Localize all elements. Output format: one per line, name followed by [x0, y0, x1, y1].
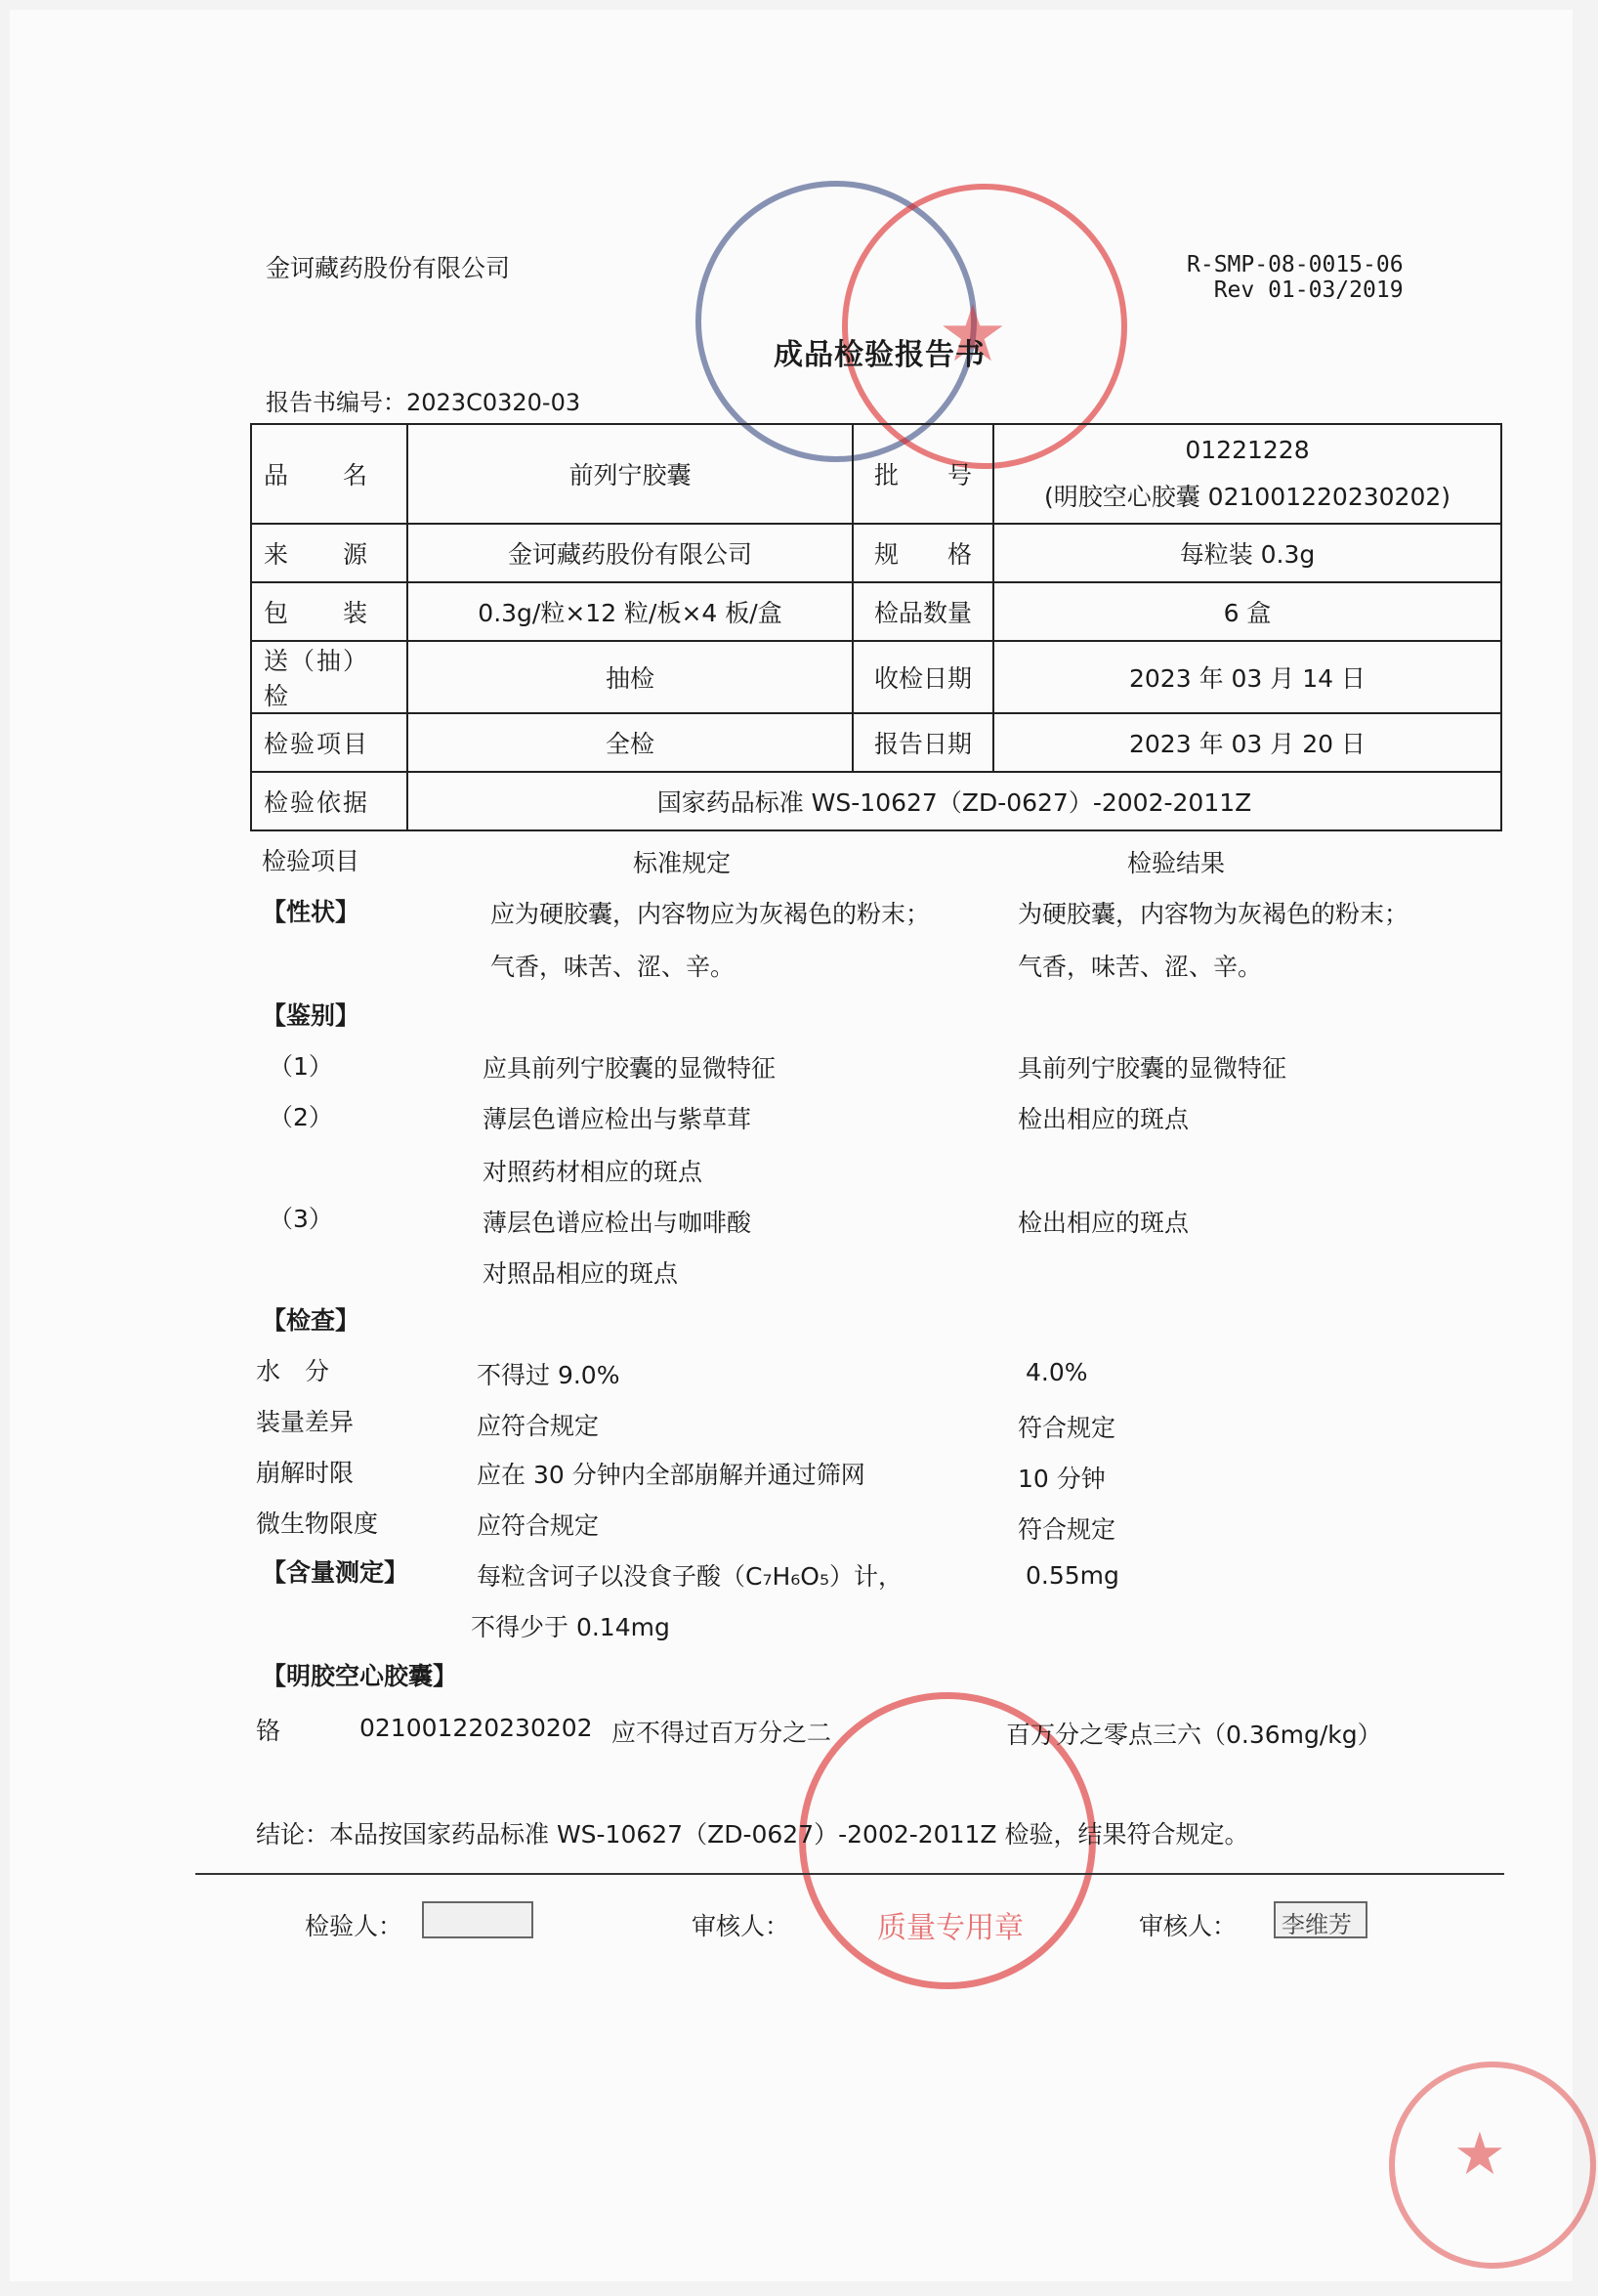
spec-label: 规 格 [853, 524, 993, 582]
company-name: 金诃藏药股份有限公司 [266, 254, 511, 282]
ident-3-std-1: 薄层色谱应检出与咖啡酸 [483, 1209, 752, 1237]
doc-revision: Rev 01-03/2019 [1213, 277, 1404, 303]
fill-std: 应符合规定 [477, 1412, 600, 1440]
table-row [251, 524, 1501, 582]
quality-seal-text: 质量专用章 [877, 1911, 1024, 1945]
corner-seal-star-icon: ★ [1453, 2120, 1506, 2189]
source-label: 来 源 [251, 524, 407, 582]
batch-cell [993, 424, 1501, 524]
ident-3-std-2: 对照品相应的斑点 [483, 1259, 679, 1288]
chromium-batch: 021001220230202 [359, 1714, 593, 1742]
col-result-header: 检验结果 [1127, 849, 1226, 877]
water-label: 水 分 [256, 1357, 330, 1385]
water-std: 不得过 9.0% [477, 1361, 620, 1389]
receive-date-value: 2023 年 03 月 14 日 [993, 641, 1501, 713]
fill-label: 装量差异 [256, 1408, 355, 1436]
table-row [251, 641, 1501, 713]
ident-2-std-2: 对照药材相应的斑点 [483, 1158, 703, 1186]
appearance-result-2: 气香，味苦、涩、辛。 [1018, 953, 1263, 981]
seal-star-icon: ★ [938, 288, 1008, 379]
item-label: 检验项目 [251, 713, 407, 772]
disintegration-label: 崩解时限 [256, 1459, 355, 1487]
table-row [251, 424, 1501, 524]
batch-note: (明胶空心胶囊 021001220230202) [1043, 482, 1451, 511]
ident-3-no: （3） [269, 1205, 333, 1233]
fill-result: 符合规定 [1018, 1414, 1116, 1442]
col-std-header: 标准规定 [633, 849, 732, 877]
report-date-label: 报告日期 [853, 713, 993, 772]
source-value: 金诃藏药股份有限公司 [407, 524, 853, 582]
reviewer2-signature-stamp [1274, 1901, 1367, 1938]
product-value: 前列宁胶囊 [407, 424, 853, 524]
inspector-signature-stamp [422, 1901, 533, 1938]
info-table [250, 423, 1502, 831]
reviewer-label: 审核人： [692, 1912, 790, 1940]
section-capsule: 【明胶空心胶囊】 [262, 1662, 458, 1690]
reviewer2-label: 审核人： [1139, 1912, 1238, 1940]
item-value: 全检 [407, 713, 853, 772]
assay-result: 0.55mg [1026, 1561, 1119, 1590]
chromium-std: 应不得过百万分之二 [611, 1719, 832, 1747]
microbial-std: 应符合规定 [477, 1511, 600, 1540]
appearance-std-2: 气香，味苦、涩、辛。 [490, 953, 736, 981]
disintegration-std: 应在 30 分钟内全部崩解并通过筛网 [477, 1461, 865, 1489]
sample-label: 送（抽）检 [251, 641, 407, 713]
water-result: 4.0% [1026, 1358, 1088, 1386]
divider [195, 1873, 1504, 1875]
qty-value: 6 盒 [993, 582, 1501, 641]
microbial-label: 微生物限度 [256, 1509, 379, 1538]
inspector-label: 检验人： [305, 1912, 403, 1940]
conclusion: 结论：本品按国家药品标准 WS-10627（ZD-0627）-2002-2011Z 检验，结果符合规定。 [256, 1820, 1249, 1849]
report-date-value: 2023 年 03 月 20 日 [993, 713, 1501, 772]
sample-value: 抽检 [407, 641, 853, 713]
pack-label: 包 装 [251, 582, 407, 641]
assay-std-1: 每粒含诃子以没食子酸（C₇H₆O₅）计， [477, 1562, 903, 1591]
ident-3-result: 检出相应的斑点 [1018, 1209, 1190, 1237]
appearance-result-1: 为硬胶囊，内容物为灰褐色的粉末； [1018, 900, 1409, 928]
basis-label: 检验依据 [251, 772, 407, 830]
ident-1-result: 具前列宁胶囊的显微特征 [1018, 1054, 1287, 1083]
table-row [251, 713, 1501, 772]
chromium-label: 铬 [256, 1717, 281, 1745]
report-number: 报告书编号：2023C0320-03 [266, 389, 581, 416]
batch-label: 批 号 [853, 424, 993, 524]
table-row [251, 582, 1501, 641]
qty-label: 检品数量 [853, 582, 993, 641]
ident-1-no: （1） [269, 1052, 333, 1081]
chromium-result: 百万分之零点三六（0.36mg/kg） [1006, 1721, 1382, 1749]
batch-value: 01221228 [1185, 435, 1310, 464]
ident-2-std-1: 薄层色谱应检出与紫草茸 [483, 1105, 752, 1133]
report-title: 成品检验报告书 [774, 338, 986, 372]
product-label: 品 名 [251, 424, 407, 524]
disintegration-result: 10 分钟 [1018, 1465, 1106, 1493]
document-code [1187, 252, 1404, 303]
assay-std-2: 不得少于 0.14mg [471, 1613, 670, 1641]
receive-date-label: 收检日期 [853, 641, 993, 713]
basis-value: 国家药品标准 WS-10627（ZD-0627）-2002-2011Z [407, 772, 1501, 830]
table-row [251, 772, 1501, 830]
ident-2-result: 检出相应的斑点 [1018, 1105, 1190, 1133]
doc-code: R-SMP-08-0015-06 [1187, 252, 1404, 277]
ident-2-no: （2） [269, 1103, 333, 1131]
spec-value: 每粒装 0.3g [993, 524, 1501, 582]
ident-1-std: 应具前列宁胶囊的显微特征 [483, 1054, 777, 1083]
section-check: 【检查】 [262, 1306, 360, 1335]
section-assay: 【含量测定】 [262, 1558, 409, 1587]
col-item-header: 检验项目 [262, 847, 360, 875]
appearance-std-1: 应为硬胶囊，内容物应为灰褐色的粉末； [490, 900, 931, 928]
microbial-result: 符合规定 [1018, 1515, 1116, 1544]
section-identification: 【鉴别】 [262, 1001, 360, 1030]
reviewer2-name: 李维芳 [1282, 1911, 1352, 1938]
pack-value: 0.3g/粒×12 粒/板×4 板/盒 [407, 582, 853, 641]
section-appearance: 【性状】 [262, 898, 360, 926]
